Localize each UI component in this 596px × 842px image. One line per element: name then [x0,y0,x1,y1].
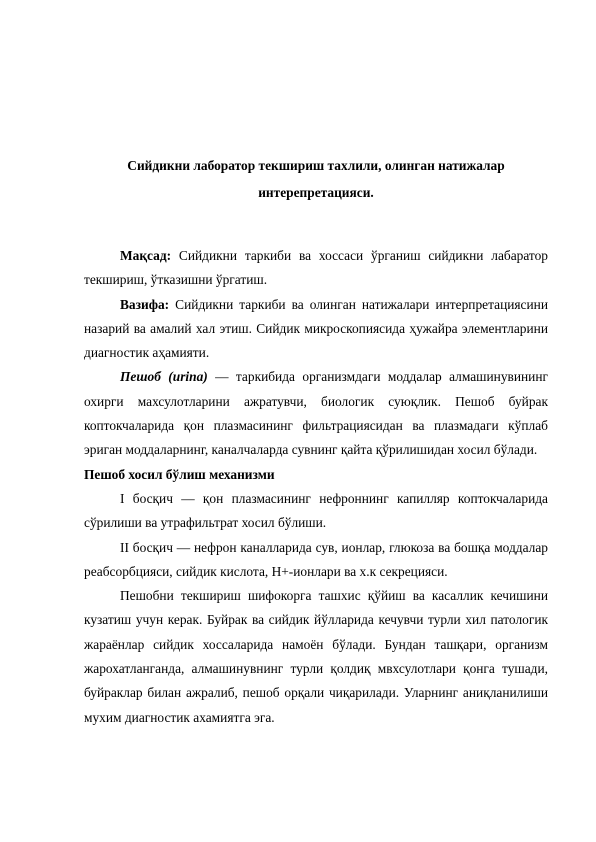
document-title [84,152,548,206]
title-line-1: Сийдикни лаборатор текшириш тахлили, олинган натижалар [127,158,505,173]
mechanism-heading: Пешоб хосил бўлиш механизми [84,466,275,482]
task-paragraph [84,293,548,366]
stage-1-paragraph: I босқич — қон плазмасининг нефроннинг капилляр коптокчаларида сўрилиши ва утрафильтрат хосил бўлиши. [84,490,548,531]
goal-paragraph [84,244,548,293]
task-label: Вазифа: [120,296,170,312]
urine-definition-text: — таркибида организмдаги моддалар алмашинувининг охирги махсулотларини ажратувчи, биологик суюқлик. Пешоб буйрак коптокчаларида қон плазмасининг фильтрациясидан ва плазмадаги кўплаб эриган моддаларнинг, каналчаларда сувнинг қайта қўрилишидан хосил бўлади. [84,369,548,458]
stage-2-paragraph: II босқич — нефрон каналларида сув, ионлар, глюкоза ва бошқа моддалар реабсорбцияси, сийдик кислота, Н+-ионлари ва х.к секрецияси. [84,539,548,579]
document-body [84,244,548,730]
title-line-2: интерепретацияси. [258,185,374,200]
goal-text: Сийдикни таркиби ва хоссаси ўрганиш сийдикни лабаратор текшириш, ўтказишни ўргатиш. [84,248,548,288]
task-text: Сийдикни таркиби ва олинган натижалари интерпретациясини назарий ва амалий хал этиш. Сийдик микроскопиясида ҳужайра элементларини диагностик аҳамияти. [84,296,548,361]
urine-term: Пешоб (urina) [120,369,208,385]
urine-definition-paragraph [84,365,548,462]
goal-label: Мақсад: [120,248,172,263]
conclusion-paragraph: Пешобни текшириш шифокорга ташхис қўйиш ва касаллик кечишини кузатиш учун керак. Буйрак ва сийдик йўлларида кечувчи турли хил патологик жараёнлар сийдик хоссаларида намоён бўлади. Бундан ташқари, организм жарохатланганда, алмашинувнинг турли қолдиқ мвхсулотлари қонга тушади, буйраклар билан ажралиб, пешоб орқали чиқарилади. Уларнинг аниқланилиши мухим диагностик ахамиятга эга. [84,588,548,725]
